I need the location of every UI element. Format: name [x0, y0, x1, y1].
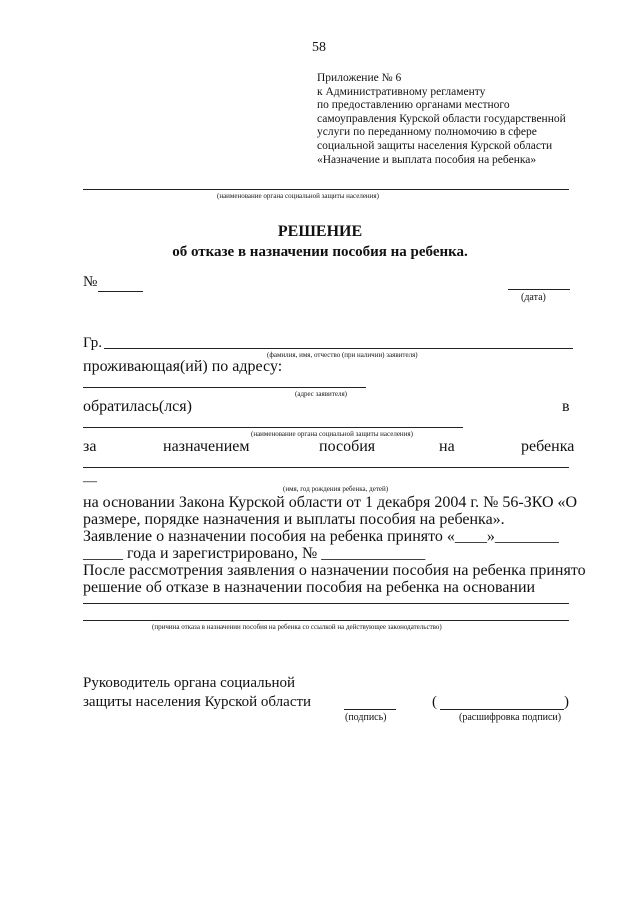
caption-fio: (фамилия, имя, отчество (при наличии) заявителя) [267, 351, 418, 359]
caption-child: (имя, год рождения ребенка, детей) [283, 485, 389, 493]
appendix-line: услуги по переданному полномочию в сфере [317, 126, 537, 139]
caption-signature: (подпись) [345, 712, 387, 723]
appendix-line: по предоставлению органами местного [317, 99, 510, 112]
reason-line-2 [83, 620, 569, 621]
appendix-line: самоуправления Курской области государственной [317, 112, 566, 125]
caption-address: (адрес заявителя) [295, 390, 347, 398]
date-line [508, 289, 570, 290]
word-za: за [83, 438, 97, 455]
appendix-line: социальной защиты населения Курской области [317, 139, 553, 152]
appendix-block [317, 72, 566, 167]
residing-label: проживающая(ий) по адресу: [83, 358, 283, 375]
statement-line-2: _____ года и зарегистрировано, № _____________ [83, 545, 426, 562]
caption-reason: (причина отказа в назначении пособия на ребенка со ссылкой на действующее законодательство) [152, 623, 442, 631]
appendix-line: Приложение № 6 [317, 72, 402, 84]
paren-open: ( [432, 694, 437, 710]
statement-line-1: Заявление о назначении пособия на ребенка принято «____»________ [83, 528, 559, 545]
reason-line-1 [83, 603, 569, 604]
caption-date: (дата) [521, 292, 546, 303]
head-title-2: защиты населения Курской области [83, 694, 312, 710]
page-number: 58 [312, 40, 326, 55]
word-posobiya: пособия [319, 438, 376, 455]
head-title-1: Руководитель органа социальной [83, 675, 295, 691]
number-line [98, 291, 143, 292]
signature-decode-line [440, 709, 564, 710]
decision-line-1: После рассмотрения заявления о назначении пособия на ребенка принято [83, 562, 586, 579]
org-name-line [83, 189, 569, 190]
document-subtitle: об отказе в назначении пособия на ребенка. [172, 244, 468, 260]
caption-org-name: (наименование органа социальной защиты населения) [217, 192, 379, 200]
applied-label: обратилась(лся) [83, 398, 192, 415]
word-naznacheniem: назначением [163, 438, 250, 455]
child-dash: — [83, 474, 97, 489]
applied-in: в [562, 398, 570, 415]
org-name2-line [83, 427, 463, 428]
fio-line [104, 348, 573, 349]
number-label: № [83, 274, 98, 290]
signature-line [344, 709, 396, 710]
caption-org-name2: (наименование органа социальной защиты населения) [251, 430, 413, 438]
basis-line-2: размере, порядке назначения и выплаты пособия на ребенка». [83, 511, 505, 528]
appendix-line: к Административному регламенту [317, 85, 486, 98]
appendix-line: «Назначение и выплата пособия на ребенка» [317, 153, 537, 166]
address-line [83, 387, 366, 388]
caption-signature-decode: (расшифровка подписи) [459, 712, 562, 723]
decision-line-2: решение об отказе в назначении пособия на ребенка на основании [83, 579, 536, 596]
paren-close: ) [564, 694, 569, 710]
basis-line-1: на основании Закона Курской области от 1 декабря 2004 г. № 56-ЗКО «О [83, 494, 578, 511]
word-na: на [439, 438, 455, 455]
child-line [83, 467, 569, 468]
document-title: РЕШЕНИЕ [277, 223, 363, 240]
gr-label: Гр. [83, 335, 102, 351]
word-rebenka: ребенка [521, 438, 575, 455]
